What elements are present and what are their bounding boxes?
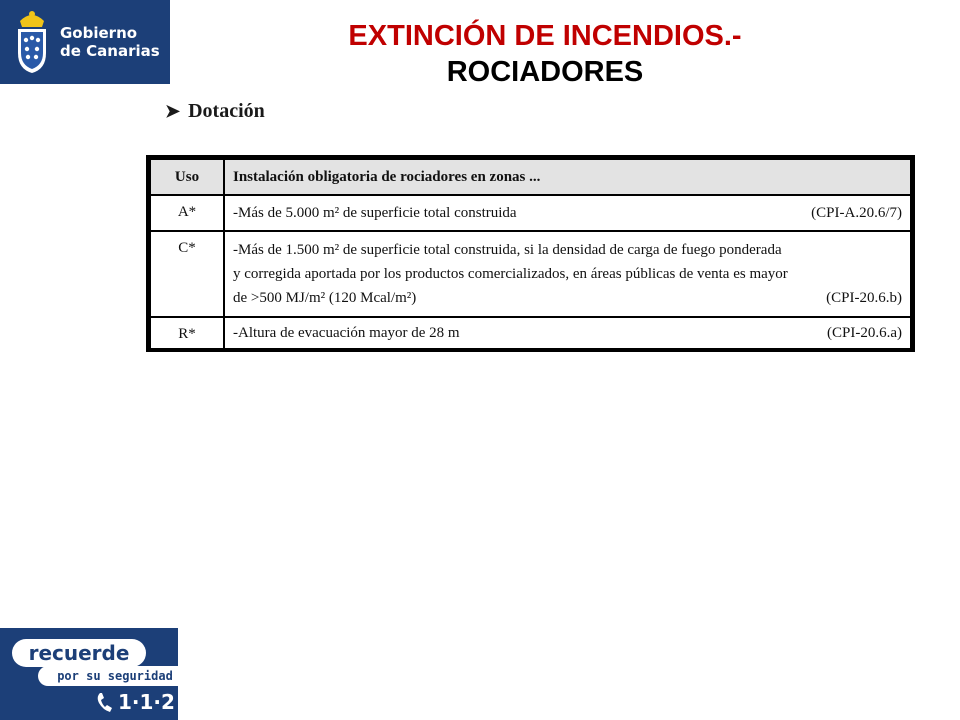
table-row <box>150 195 911 231</box>
gobierno-de-canarias-logo <box>0 0 170 84</box>
table <box>149 158 912 350</box>
description-text: -Más de 1.500 m² de superficie total construida, si la densidad de carga de fuego ponderada <box>233 242 782 258</box>
section-heading-text: Dotación <box>188 100 265 122</box>
description-text: y corregida aportada por los productos comercializados, en áreas públicas de venta es mayor <box>233 266 788 282</box>
cell-uso: C* <box>150 231 224 317</box>
reference-code: (CPI-20.6.b) <box>826 290 902 306</box>
coat-of-arms-icon <box>10 7 54 77</box>
description-text: -Altura de evacuación mayor de 28 m <box>233 325 460 341</box>
column-header-uso: Uso <box>150 159 224 195</box>
rociadores-table <box>146 155 915 352</box>
title-line-2: ROCIADORES <box>446 56 644 88</box>
arrow-right-icon: ➤ <box>165 101 181 121</box>
badge-por-su-seguridad: por su seguridad <box>38 666 192 686</box>
badge-number <box>96 690 175 714</box>
cell-uso: R* <box>150 317 224 349</box>
emergency-112-badge <box>0 628 178 720</box>
table-header-row <box>150 159 911 195</box>
reference-code: (CPI-A.20.6/7) <box>811 205 902 221</box>
phone-icon <box>96 691 114 713</box>
cell-uso: A* <box>150 195 224 231</box>
description-text: de >500 MJ/m² (120 Mcal/m²) <box>233 290 417 306</box>
table-row <box>150 317 911 349</box>
cell-description <box>224 317 911 349</box>
logo-text <box>60 24 160 60</box>
logo-line-1: Gobierno <box>60 24 138 42</box>
cell-description <box>224 195 911 231</box>
description-text: -Más de 5.000 m² de superficie total construida <box>233 205 517 221</box>
section-heading <box>165 100 265 123</box>
table-row <box>150 231 911 317</box>
description-line <box>233 201 902 225</box>
page-title <box>250 18 840 90</box>
badge-recuerde: recuerde <box>12 639 146 667</box>
title-line-1: EXTINCIÓN DE INCENDIOS.- <box>348 20 742 52</box>
cell-description <box>224 231 911 317</box>
column-header-instalacion: Instalación obligatoria de rociadores en zonas ... <box>224 159 911 195</box>
description-line <box>233 238 902 262</box>
description-line <box>233 321 902 345</box>
description-line <box>233 262 902 286</box>
badge-number-text: 1·1·2 <box>118 690 175 714</box>
logo-line-2: de Canarias <box>60 42 160 60</box>
description-line <box>233 286 902 310</box>
reference-code: (CPI-20.6.a) <box>827 325 902 341</box>
